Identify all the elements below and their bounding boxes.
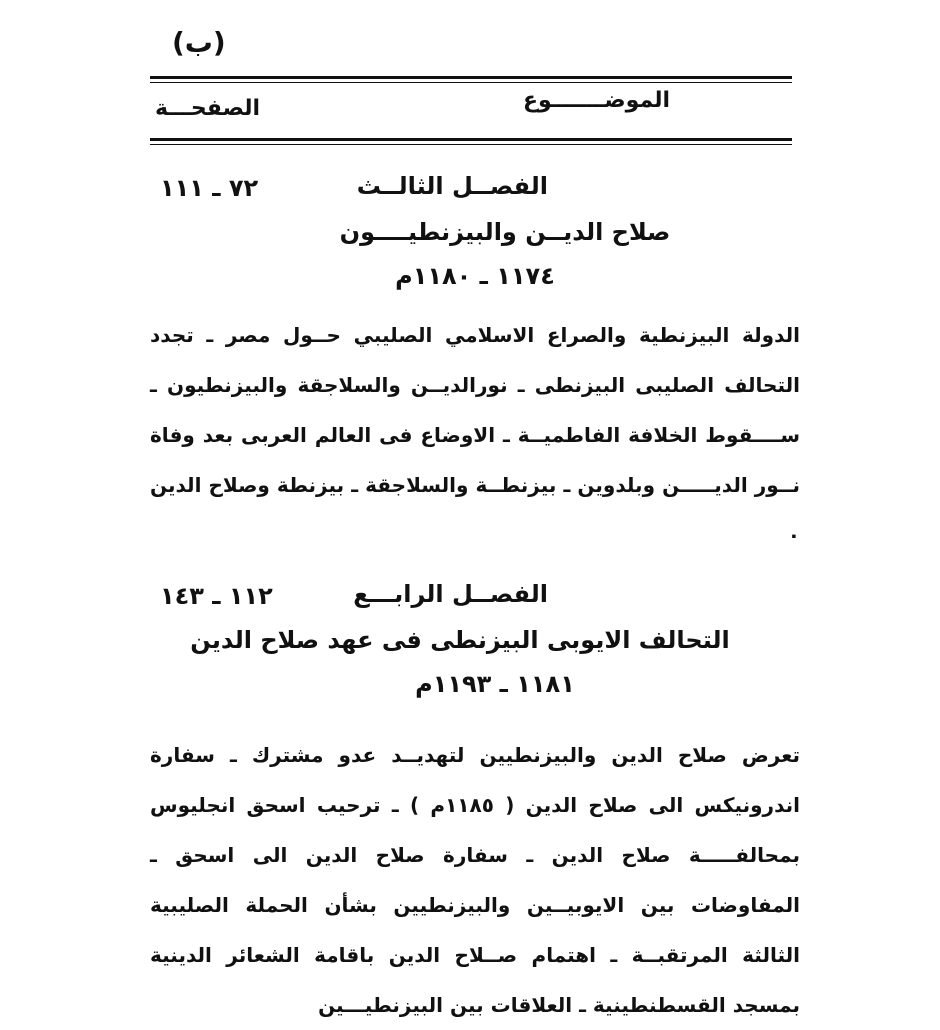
chapter-3: [150, 172, 800, 547]
header-top-rule: [150, 76, 792, 83]
subject-column-label: الموضـــــــوع: [522, 88, 670, 113]
chapter-years: ١١٧٤ ـ ١١٨٠م: [395, 262, 555, 290]
chapter-page-range: ٧٢ ـ ١١١: [160, 174, 259, 202]
chapter-page-range: ١١٢ ـ ١٤٣: [160, 582, 273, 610]
page-letter: (ب): [172, 26, 226, 59]
header-bottom-rule: [150, 138, 792, 145]
chapter-subtitle: التحالف الايوبى البيزنطى فى عهد صلاح الدين: [190, 626, 730, 654]
chapter-subtitle: صلاح الديــن والبيزنطيــــون: [339, 218, 671, 246]
chapter-summary: الدولة البيزنطية والصراع الاسلامي الصليبي حــول مصر ـ تجدد التحالف الصليبى البيزنطى ـ نورالديــن والسلاجقة والبيزنطيون ـ ســــقوط الخلافة الفاطميــة ـ الاوضاع فى العالم العربى بعد وفاة نــور الديـــــن وبلدوين ـ بيزنطــة والسلاجقة ـ بيزنطة وصلاح الدين ٠: [150, 323, 800, 547]
chapter-title: الفصــل الرابـــع: [353, 580, 548, 608]
chapter-summary: تعرض صلاح الدين والبيزنطيين لتهديــد عدو مشترك ـ سفارة اندرونيكس الى صلاح الدين ( ١١٨٥م ) ـ ترحيب اسحق انجليوس بمحالفـــــة صلاح الدين ـ سفارة صلاح الدين الى اسحق ـ المفاوضات بين الايوبيــين والبيزنطيين بشأن الحملة الصليبية الثالثة المرتقبــة ـ اهتمام صــلاح الدين باقامة الشعائر الدينية بمسجد القسطنطينية ـ العلاقات بين البيزنطيـــين: [150, 743, 800, 1017]
page-column-label: الصفحـــة: [155, 96, 261, 121]
chapter-years: ١١٨١ ـ ١١٩٣م: [415, 670, 575, 698]
chapter-title: الفصــل الثالــث: [356, 172, 548, 200]
chapter-4: [150, 580, 800, 1017]
